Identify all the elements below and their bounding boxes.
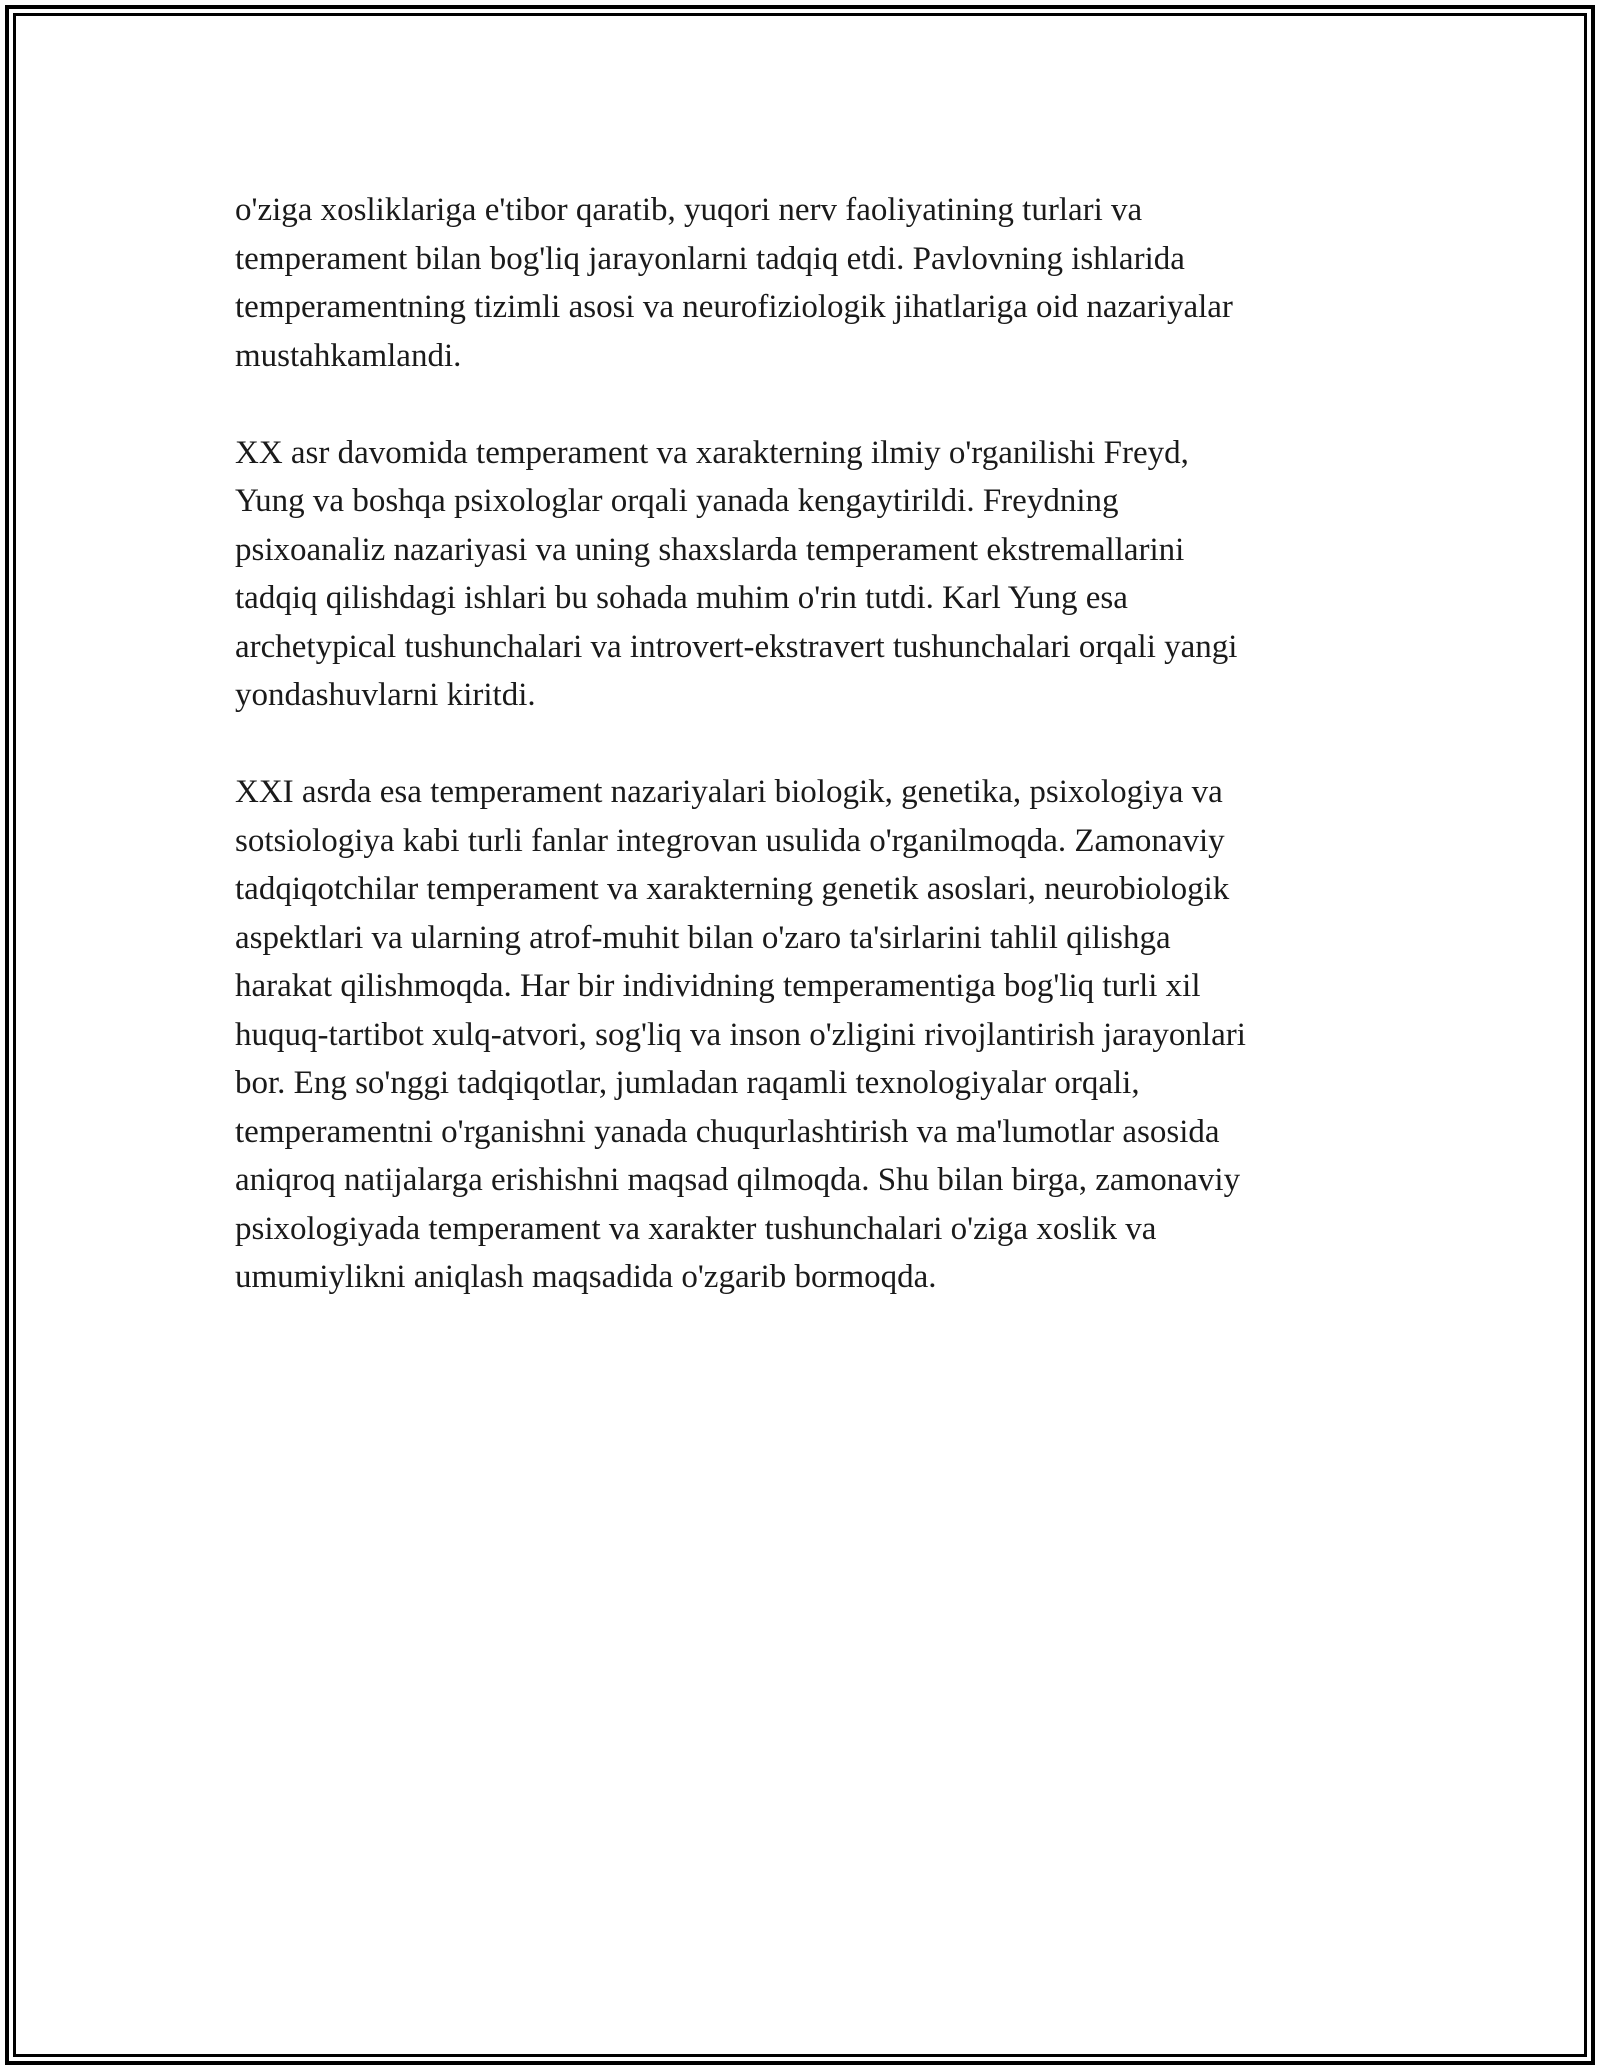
text-line: temperament bilan bog'liq jarayonlarni tadqiq etdi. Pavlovning ishlarida — [235, 240, 1185, 277]
paragraph-20th-century — [235, 429, 1370, 720]
text-line: yondashuvlarni kiritdi. — [235, 677, 536, 713]
text-line: temperamentning tizimli asosi va neurofiziologik jihatlariga oid nazariyalar — [235, 289, 1233, 325]
text-line: bor. Eng so'nggi tadqiqotlar, jumladan raqamli texnologiyalar orqali, — [235, 1065, 1140, 1101]
text-line: o'ziga xosliklariga e'tibor qaratib, yuqori nerv faoliyatining turlari va — [235, 192, 1143, 228]
text-line: archetypical tushunchalari va introvert-ekstravert tushunchalari orqali yangi — [235, 628, 1238, 665]
text-line: sotsiologiya kabi turli fanlar integrovan usulida o'rganilmoqda. Zamonaviy — [235, 822, 1225, 859]
document-body — [235, 186, 1370, 1350]
text-line: Yung va boshqa psixologlar orqali yanada kengaytirildi. Freydning — [235, 483, 1119, 519]
text-line: harakat qilishmoqda. Har bir individning temperamentiga bog'liq turli xil — [235, 968, 1201, 1004]
text-line: XX asr davomida temperament va xarakterning ilmiy o'rganilishi Freyd, — [235, 434, 1189, 471]
text-line: psixologiyada temperament va xarakter tushunchalari o'ziga xoslik va — [235, 1210, 1157, 1247]
paragraph-21st-century — [235, 768, 1370, 1302]
text-line: umumiylikni aniqlash maqsadida o'zgarib bormoqda. — [235, 1259, 937, 1295]
text-line: XXI asrda esa temperament nazariyalari biologik, genetika, psixologiya va — [235, 774, 1223, 810]
text-line: aniqroq natijalarga erishishni maqsad qilmoqda. Shu bilan birga, zamonaviy — [235, 1162, 1241, 1198]
text-line: tadqiq qilishdagi ishlari bu sohada muhim o'rin tutdi. Karl Yung esa — [235, 580, 1128, 616]
paragraph-pavlov — [235, 186, 1370, 380]
text-line: mustahkamlandi. — [235, 337, 462, 374]
text-line: huquq-tartibot xulq-atvori, sog'liq va inson o'zligini rivojlantirish jarayonlari — [235, 1016, 1246, 1053]
text-line: tadqiqotchilar temperament va xarakterning genetik asoslari, neurobiologik — [235, 871, 1230, 907]
text-line: psixoanaliz nazariyasi va uning shaxslarda temperament ekstremallarini — [235, 531, 1185, 568]
text-line: aspektlari va ularning atrof-muhit bilan o'zaro ta'sirlarini tahlil qilishga — [235, 919, 1171, 956]
text-line: temperamentni o'rganishni yanada chuqurlashtirish va ma'lumotlar asosida — [235, 1113, 1220, 1150]
